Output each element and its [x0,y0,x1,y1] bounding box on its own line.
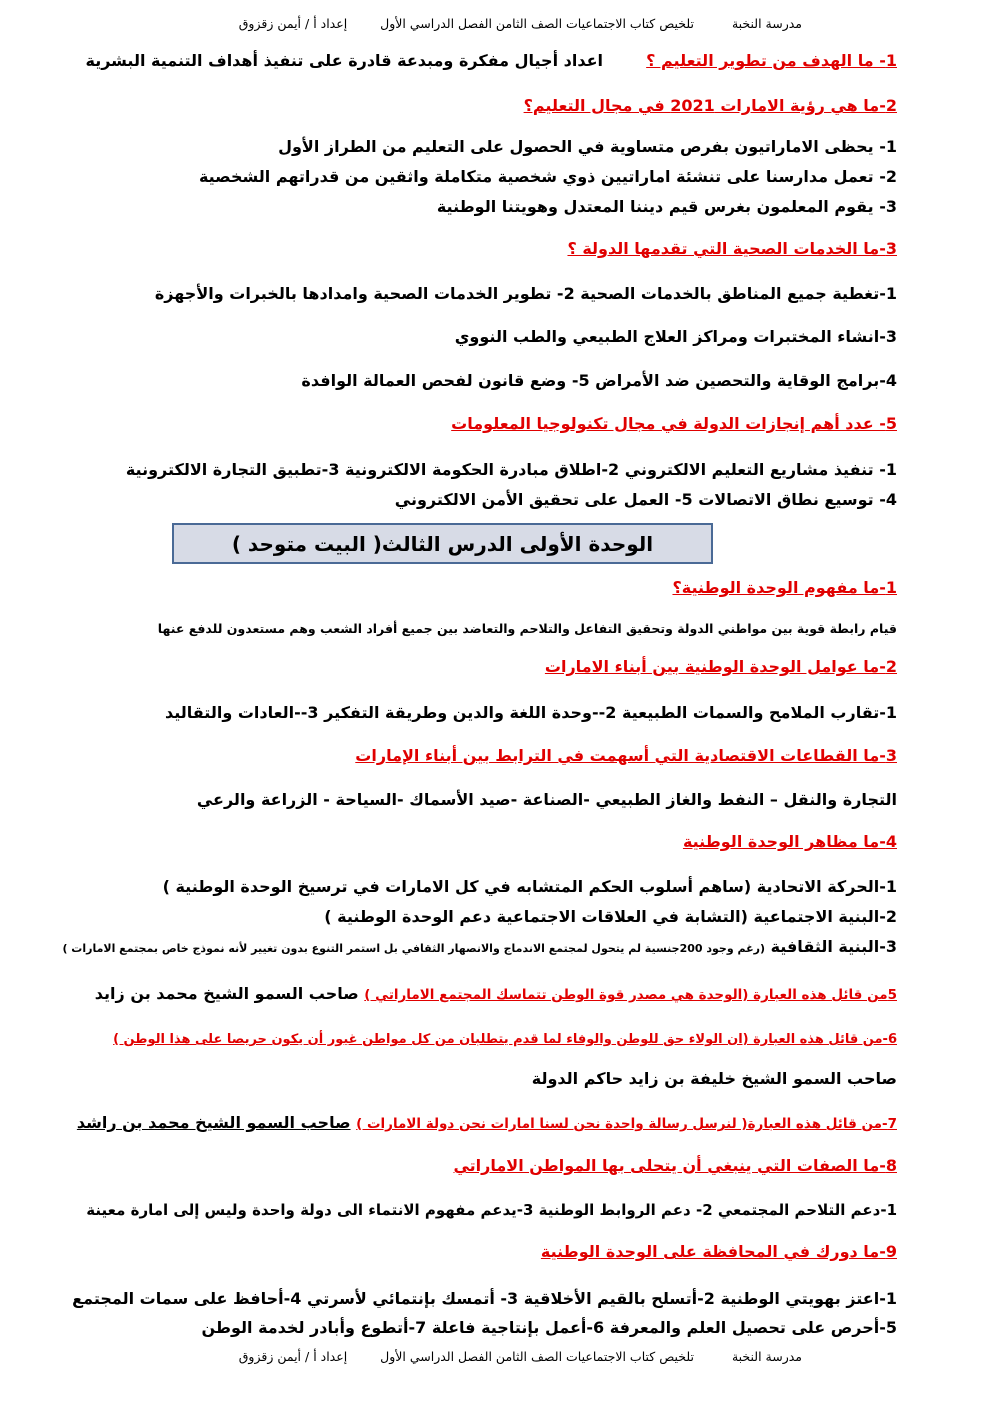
u5-row [40,983,897,1006]
header-title: تلخيص كتاب الاجتماعيات الصف الثامن الفصل الدراسي الأول [380,16,694,31]
u6-answer: صاحب السمو الشيخ خليفة بن زايد حاكم الدولة [531,1069,897,1088]
q3-item: 4-برامج الوقاية والتحصين ضد الأمراض 5- وضع قانون لفحص العمالة الوافدة [301,371,897,390]
header-school: مدرسة النخبة [731,16,802,31]
q3-item: 1-تغطية جميع المناطق بالخدمات الصحية 2- تطوير الخدمات الصحية وامدادها بالخبرات والأجهزة [154,284,897,303]
u2-question: 2-ما عوامل الوحدة الوطنية بين أبناء الامارات [544,657,897,676]
u5-question: 5من قائل هذه العبارة (الوحدة هي مصدر قوة الوطن تتماسك المجتمع الاماراتي ) [364,987,897,1003]
u6-question: 6-من قائل هذه العبارة (ان الولاء حق للوطن والوفاء لما قدم يتطلبان من كل مواطن غيور أن يكون حريصا على هذا الوطن ) [113,1032,897,1047]
u9-question: 9-ما دورك في المحافظة على الوحدة الوطنية [540,1242,897,1261]
q2-item: 2- تعمل مدارسنا على تنشئة اماراتيين ذوي شخصية متكاملة واثقين من قدراتهم الشخصية [198,167,897,186]
q3-item: 3-انشاء المختبرات ومراكز العلاج الطبيعي والطب النووي [454,327,897,346]
q5-item: 1- تنفيذ مشاريع التعليم الالكتروني 2-اطلاق مبادرة الحكومة الالكترونية 3-تطبيق التجارة الالكترونية [125,460,897,479]
u7-row [40,1112,897,1135]
footer-school: مدرسة النخبة [731,1349,802,1364]
q2-item: 1- يحظى الاماراتيون بفرص متساوية في الحصول على التعليم من الطراز الأول [278,137,897,156]
u9-item: 1-اعتز بهويتي الوطنية 2-أتسلح بالقيم الأخلاقية 3- أتمسك بإنتمائي لأسرتي 4-أحافظ على سمات المجتمع [72,1289,897,1308]
u7-question: 7-من قائل هذه العبارة( لنرسل رسالة واحدة نحن لسنا امارات نحن دولة الامارات ) [356,1116,897,1132]
unit-title: الوحدة الأولى الدرس الثالث( البيت متوحد ) [231,532,654,556]
q2-question: 2-ما هي رؤية الامارات 2021 في مجال التعليم؟ [523,96,897,115]
u4-item: 1-الحركة الاتحادية (ساهم أسلوب الحكم المتشابه في كل الامارات في ترسيخ الوحدة الوطنية ) [162,877,897,896]
u4-item3-note: (رغم وجود 200جنسية لم يتحول لمجتمع الاندماج والانصهار الثقافي بل استمر التنوع بدون تغيير لأنه نموذج خاص بمجتمع الامارات ) [62,942,766,955]
u4-item-3 [40,936,897,960]
u3-question: 3-ما القطاعات الاقتصادية التي أسهمت في الترابط بين أبناء الإمارات [355,746,897,765]
page-footer [140,1346,802,1368]
u1-question-row [40,577,897,599]
u4-item3-label: 3-البنية الثقافية [770,937,897,956]
q5-question: 5- عدد أهم إنجازات الدولة في مجال تكنولوجيا المعلومات [451,414,897,433]
q5-item: 4- توسيع نطاق الاتصالات 5- العمل على تحقيق الأمن الالكتروني [394,490,897,509]
u1-answer: قيام رابطة قوية بين مواطني الدولة وتحقيق التفاعل والتلاحم والتعاضد بين جميع أفراد الشعب وهم مستعدون للدفع عنها [157,621,897,636]
q1-question: 1- ما الهدف من تطوير التعليم ؟ [646,51,897,70]
q1-row [40,50,897,72]
u2-answer: 1-تقارب الملامح والسمات الطبيعية 2--وحدة اللغة والدين وطريقة التفكير 3--العادات والتقاليد [164,703,897,722]
q5-question-row [40,413,897,435]
footer-author: إعداد أ / أيمن زقزوق [238,1349,348,1364]
footer-title: تلخيص كتاب الاجتماعيات الصف الثامن الفصل الدراسي الأول [380,1349,694,1364]
u9-item: 5-أحرص على تحصيل العلم والمعرفة 6-أعمل بإنتاجية فاعلة 7-أتطوع وأبادر لخدمة الوطن [201,1318,897,1337]
q1-answer: اعداد أجيال مفكرة ومبدعة قادرة على تنفيذ أهداف التنمية البشرية [85,51,603,70]
u4-item: 2-البنية الاجتماعية (التشابة في العلاقات الاجتماعية دعم الوحدة الوطنية ) [324,907,897,926]
u1-question: 1-ما مفهوم الوحدة الوطنية؟ [672,578,897,597]
u8-question-row [40,1155,897,1177]
unit-title-box [172,523,713,564]
q3-question: 3-ما الخدمات الصحية التي تقدمها الدولة ؟ [567,239,897,258]
page-header [140,13,802,35]
u3-question-row [40,745,897,767]
u4-question-row [40,831,897,853]
u4-question: 4-ما مظاهر الوحدة الوطنية [682,832,897,851]
q2-item: 3- يقوم المعلمون بغرس قيم ديننا المعتدل وهويتنا الوطنية [436,197,897,216]
u6-question-row [40,1027,897,1051]
u8-answer: 1-دعم التلاحم المجتمعي 2- دعم الروابط الوطنية 3-يدعم مفهوم الانتماء الى دولة واحدة وليس إلى امارة معينة [86,1201,897,1219]
u7-answer: صاحب السمو الشيخ محمد بن راشد [76,1113,351,1132]
u5-answer: صاحب السمو الشيخ محمد بن زايد [94,984,359,1003]
q2-question-row [40,95,897,117]
u8-question: 8-ما الصفات التي ينبغي أن يتحلى بها المواطن الاماراتي [453,1156,897,1175]
q3-question-row [40,238,897,260]
u3-answer: التجارة والنقل – النفط والغاز الطبيعي -الصناعة -صيد الأسماك -السياحة - الزراعة والرعي [196,790,897,809]
header-author: إعداد أ / أيمن زقزوق [238,16,348,31]
u9-question-row [40,1241,897,1263]
u2-question-row [40,656,897,678]
